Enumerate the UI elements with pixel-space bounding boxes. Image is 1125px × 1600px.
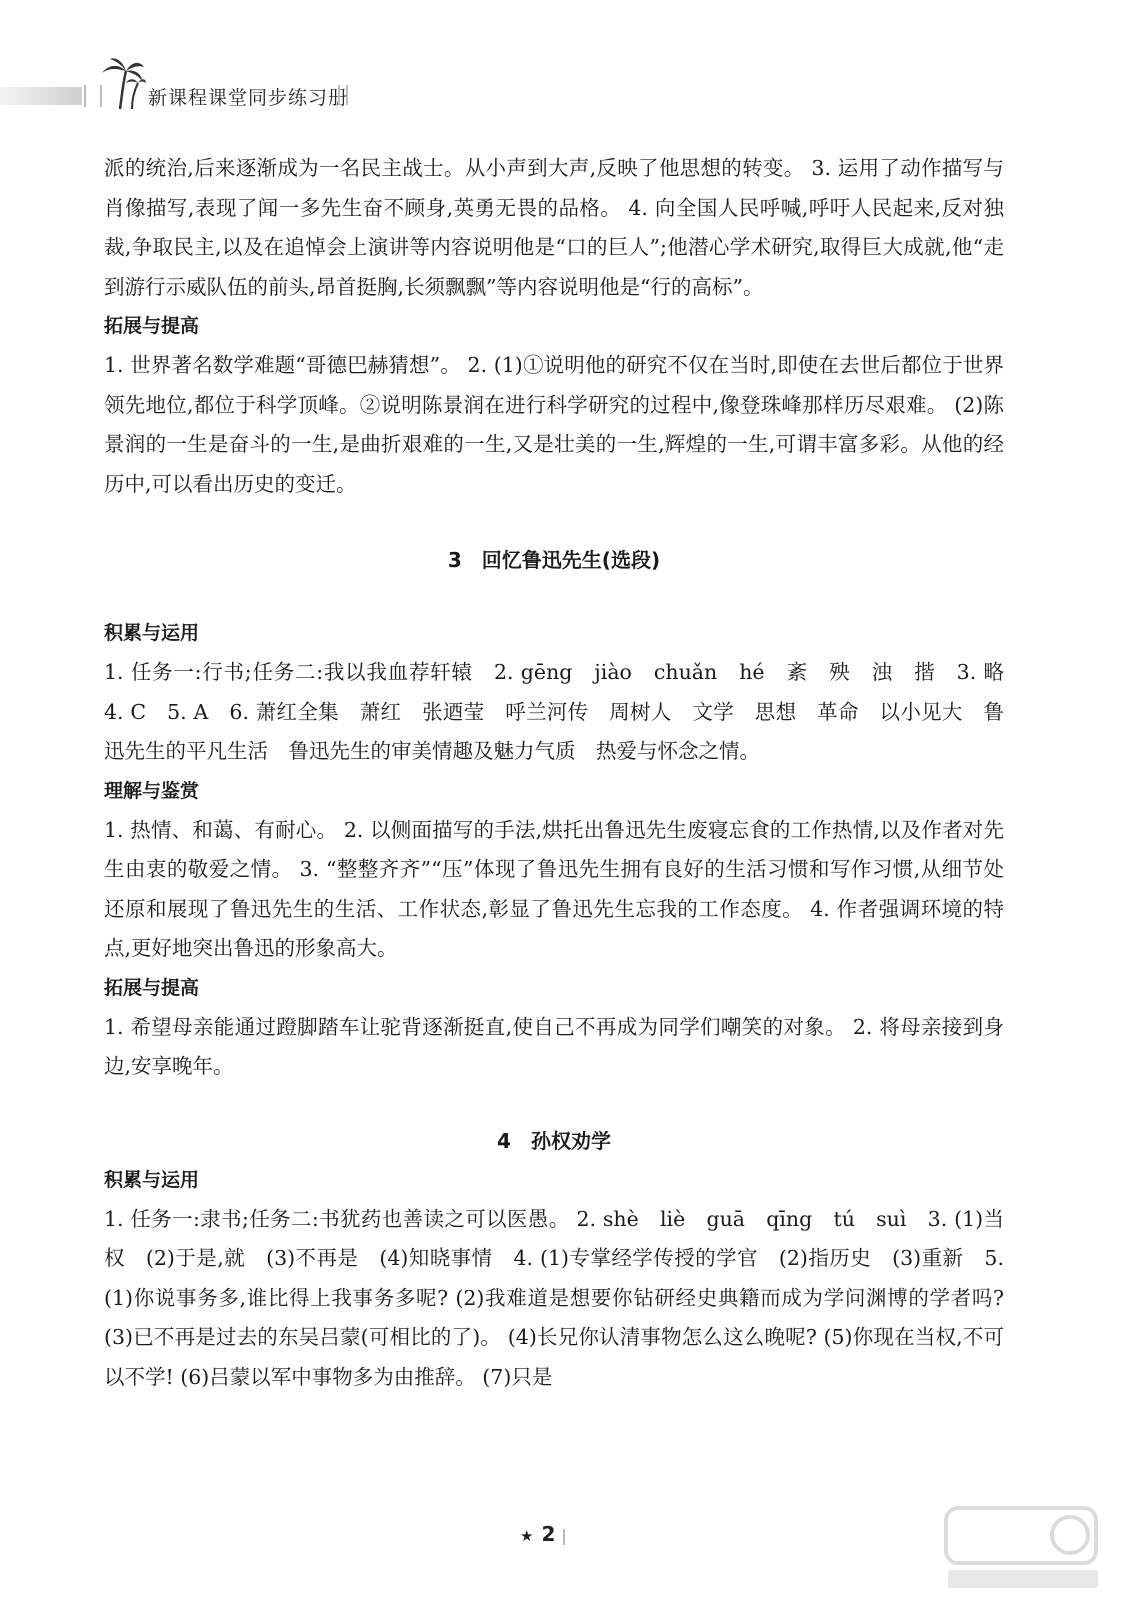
watermark-logo (938, 1500, 1108, 1595)
page-header (0, 55, 1125, 125)
book-title: 新课程课堂同步练习册 (148, 87, 349, 109)
continued-paragraph: 派的统治,后来逐渐成为一名民主战士。从小声到大声,反映了他思想的转变。 3. 运用了动作描写与肖像描写,表现了闻一多先生奋不顾身,英勇无畏的品格。 4. 向全国人民呼喊,呼吁人民起来,反对独裁,争取民主,以及在追悼会上演讲等内容说明他是“口的巨人”;他潜心学术研究,取得巨大成就,他“走到游行示威队伍的前头,昂首挺胸,长须飘飘”等内容说明他是“行的高标”。 (104, 156, 1004, 299)
understand-answers: 1. 热情、和蔼、有耐心。 2. 以侧面描写的手法,烘托出鲁迅先生废寝忘食的工作热情,以及作者对先生由衷的敬爱之情。 3. “整整齐齐”“压”体现了鲁迅先生拥有良好的生活习惯和写作习惯,从细节处还原和展现了鲁迅先生的生活、工作状态,彰显了鲁迅先生忘我的工作态度。 4. 作者强调环境的特点,更好地突出鲁迅的形象高大。 (104, 817, 1004, 960)
expand-answers: 1. 世界著名数学难题“哥德巴赫猜想”。 2. (1)①说明他的研究不仅在当时,即使在去世后都位于世界领先地位,都位于科学顶峰。②说明陈景润在进行科学研究的过程中,像登珠峰那样历尽艰难。 (2)陈景润的一生是奋斗的一生,是曲折艰难的一生,又是壮美的一生,辉煌的一生,可谓丰富多彩。从他的经历中,可以看出历史的变迁。 (104, 353, 1004, 496)
section-heading-expand: 拓展与提高 (104, 315, 200, 337)
section-heading-expand: 拓展与提高 (104, 976, 200, 999)
accumulate-answers: 1. 任务一:行书;任务二:我以我血荐轩辕 2. gēng jiào chuǎn hé 紊 殃 浊 揩 3. 略 4. C 5. A 6. 萧红全集 萧红 张迺莹 呼兰河传 周树人 文学 思想 革命 以小见大 鲁迅先生的平凡生活 鲁迅先生的审美情趣及魅力气质 热爱与怀念之情。 (104, 660, 1025, 763)
answer-content (104, 149, 1025, 1397)
section-heading-understand: 理解与鉴赏 (104, 779, 200, 802)
header-gradient-bar (0, 87, 82, 105)
page-number-value: 2 (541, 1522, 556, 1546)
accumulate-answers: 1. 任务一:隶书;任务二:书犹药也善读之可以医愚。 2. shè liè guā qīng tú suì 3. (1)当权 (2)于是,就 (3)不再是 (4)知晓事情 4. (1)专掌经学传授的学官 (2)指历史 (3)重新 5. (1)你说事务多,谁比得上我事务多呢? (2)我难道是想要你钻研经史典籍而成为学问渊博的学者吗? (3)已不再是过去的东吴吕蒙(可相比的了)。 (4)长兄你认清事物怎么这么晚呢? (5)你现在当权,不可以不学! (6)吕蒙以军中事物多为由推辞。 (7)只是 (104, 1206, 1004, 1389)
page-number-divider: | (561, 1526, 567, 1545)
page-number (520, 1522, 567, 1546)
lesson-4-title: 4 孙权劝学 (497, 1128, 611, 1153)
header-end-divider (338, 85, 348, 105)
expand-answers: 1. 希望母亲能通过蹬脚踏车让驼背逐渐挺直,使自己不再成为同学们嘲笑的对象。 2. 将母亲接到身边,安享晚年。 (104, 1014, 1004, 1078)
star-icon: ★ (520, 1527, 534, 1545)
palm-tree-icon (96, 55, 146, 111)
section-heading-accumulate: 积累与运用 (104, 622, 200, 644)
lesson-3-title: 3 回忆鲁迅先生(选段) (447, 548, 661, 572)
section-heading-accumulate: 积累与运用 (104, 1168, 200, 1191)
